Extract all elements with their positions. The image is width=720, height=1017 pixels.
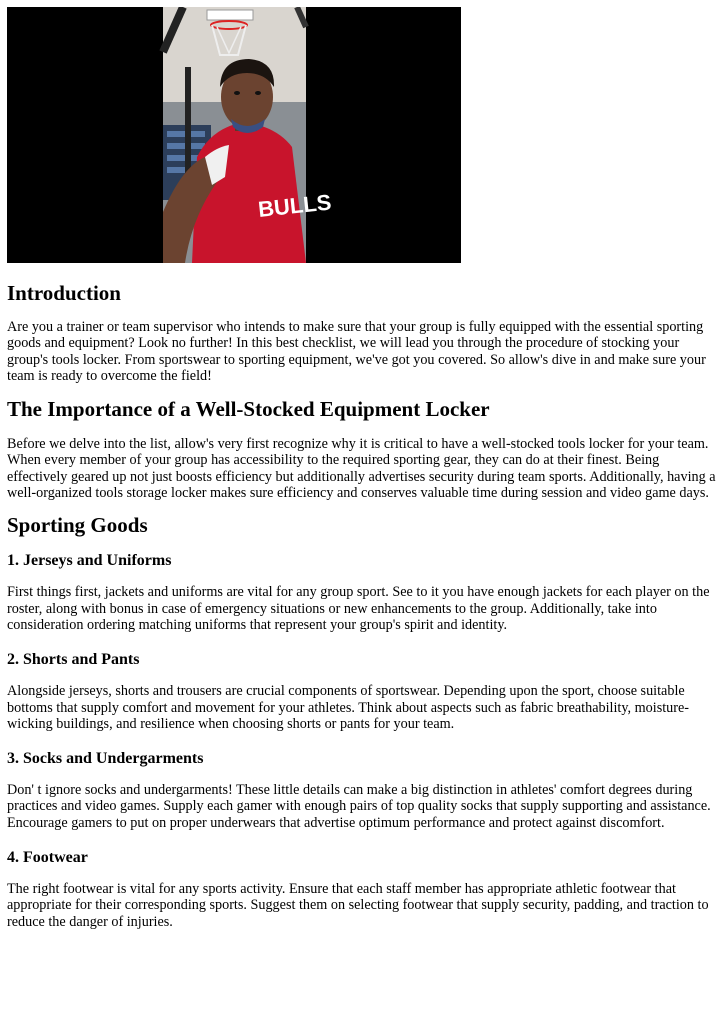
section-paragraph-socks: Don' t ignore socks and undergarments! These little details can make a big distinction in athletes' comfort degrees during practices and video games. Supply each gamer with enough pairs of top quality socks that supply supporting and assistance. Encourage gamers to put on proper underwears that advertise optimum performance and protect against discomfort. [7,782,711,831]
section-heading-jerseys: 1. Jerseys and Uniforms [7,552,172,570]
intro-paragraph: Are you a trainer or team supervisor who intends to make sure that your group is fully equipped with the essential sporting goods and equipment? Look no further! In this best checklist, we will lead you through the procedure of stocking your group's tools locker. From sportswear to sporting equipment, we've got you covered. So allow's dive in and make sure your team is ready to overcome the field! [7,319,706,384]
section-paragraph-footwear: The right footwear is vital for any sports activity. Ensure that each staff member has appropriate athletic footwear that appropriate for their corresponding sports. Suggest them on selecting footwear that supply security, padding, and traction to reduce the danger of injuries. [7,881,709,930]
section-paragraph-shorts: Alongside jerseys, shorts and trousers are crucial components of sportswear. Depending upon the sport, choose suitable bottoms that supply comfort and movement for your athletes. Think about aspects such as fabric breathability, moisture-wicking buildings, and resilience when choosing shorts or pants for your team. [7,683,690,732]
hero-photo-illustration [7,7,461,263]
importance-heading: The Importance of a Well-Stocked Equipment Locker [7,397,490,422]
section-heading-shorts: 2. Shorts and Pants [7,651,140,669]
intro-heading: Introduction [7,281,121,305]
importance-paragraph: Before we delve into the list, allow's very first recognize why it is critical to have a well-stocked tools locker for your team. When every member of your group has accessibility to the required sporting gear, they can do at their finest. Being effectively geared up not just boosts efficiency but additionally advertises security during team sports. Additionally, having a well-organized tools storage locker makes sure efficiency and conserves valuable time during session and video game days. [7,436,716,502]
section-paragraph-jerseys: First things first, jackets and uniforms are vital for any group sport. See to it you have enough jackets for each player on the roster, along with bonus in case of emergency situations or new enhancements to the group. Additionally, take into consideration ordering matching uniforms that represent your group's spirit and identity. [7,584,710,633]
hero-image [7,7,461,263]
section-heading-socks: 3. Socks and Undergarments [7,750,204,768]
section-heading-footwear: 4. Footwear [7,849,88,867]
sporting-goods-heading: Sporting Goods [7,513,148,538]
jersey-lettering: BULLS [256,189,333,222]
